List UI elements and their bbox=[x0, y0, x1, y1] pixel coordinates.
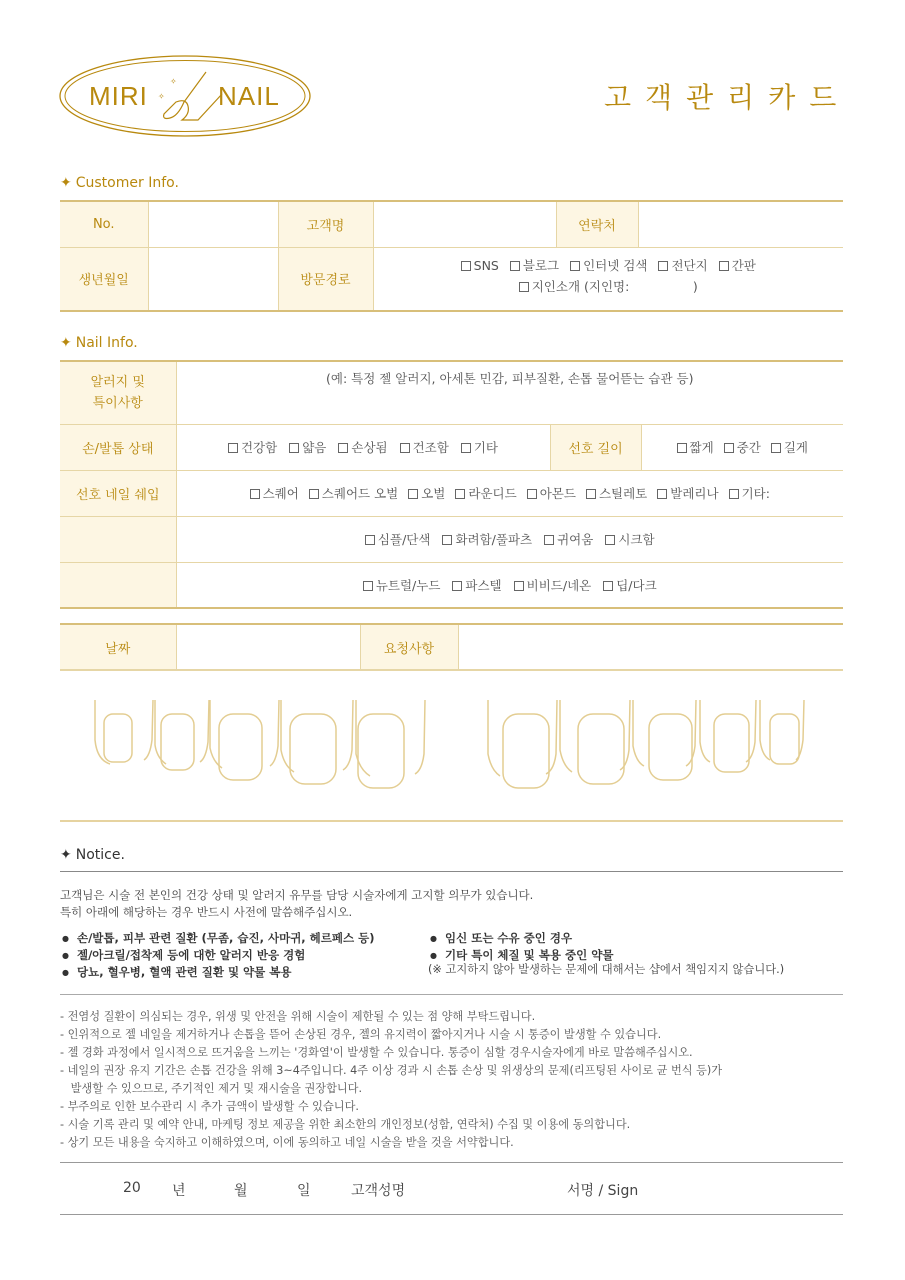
allergy-label: 알러지 및 특이사항 bbox=[60, 361, 176, 424]
allergy-field[interactable] bbox=[176, 361, 843, 424]
checkbox-icon bbox=[658, 261, 668, 271]
request-label: 요청사항 bbox=[360, 624, 458, 670]
style-options bbox=[176, 516, 843, 562]
checkbox-icon bbox=[544, 535, 554, 545]
customer-info-table bbox=[60, 200, 843, 312]
terms-item: 발생할 수 있으므로, 주기적인 제거 및 재시술을 권장합니다. bbox=[60, 1082, 363, 1095]
checkbox-icon bbox=[603, 581, 613, 591]
sign-label[interactable]: 서명 / Sign bbox=[567, 1183, 639, 1199]
contact-label: 연락처 bbox=[556, 201, 638, 247]
shape-option-almond[interactable]: 아몬드 bbox=[527, 484, 576, 502]
checkbox-icon bbox=[365, 535, 375, 545]
checkbox-icon bbox=[338, 443, 348, 453]
condition-option-healthy[interactable]: 건강함 bbox=[228, 438, 277, 456]
checkbox-icon bbox=[408, 489, 418, 499]
visit-option-sns[interactable]: SNS bbox=[461, 258, 499, 273]
checkbox-icon bbox=[452, 581, 462, 591]
condition-option-dry[interactable]: 건조함 bbox=[400, 438, 449, 456]
checkbox-icon bbox=[519, 282, 529, 292]
visit-option-signboard[interactable]: 간판 bbox=[719, 256, 756, 274]
visit-table bbox=[60, 623, 843, 671]
checkbox-icon bbox=[570, 261, 580, 271]
nail-outline-icon[interactable] bbox=[60, 670, 843, 820]
checkbox-icon bbox=[363, 581, 373, 591]
shape-option-ballerina[interactable]: 발레리나 bbox=[657, 484, 718, 502]
length-options bbox=[641, 424, 843, 470]
terms-item: - 부주의로 인한 보수관리 시 추가 금액이 발생할 수 있습니다. bbox=[60, 1100, 359, 1113]
notice-bullets-right bbox=[430, 930, 613, 964]
style-option-simple[interactable]: 심플/단색 bbox=[365, 530, 431, 548]
checkbox-icon bbox=[677, 443, 687, 453]
shape-option-square[interactable]: 스퀘어 bbox=[250, 484, 299, 502]
visit-route-label: 방문경로 bbox=[278, 247, 373, 311]
terms-item: - 전염성 질환이 의심되는 경우, 위생 및 안전을 위해 시술이 제한될 수 있는 점 양해 부탁드립니다. bbox=[60, 1010, 536, 1023]
length-option-medium[interactable]: 중간 bbox=[724, 438, 761, 456]
checkbox-icon bbox=[442, 535, 452, 545]
allergy-hint: (예: 특정 젤 알러지, 아세톤 민감, 피부질환, 손톱 물어뜯는 습관 등) bbox=[326, 371, 694, 386]
terms-item: - 인위적으로 젤 네일을 제거하거나 손톱을 뜯어 손상된 경우, 젤의 유지력이 짧아지거나 시술 시 통증이 발생할 수 있습니다. bbox=[60, 1028, 662, 1041]
notice-bullet: ● 손/발톱, 피부 관련 질환 (무좀, 습진, 사마귀, 헤르페스 등) bbox=[62, 930, 375, 947]
name-field[interactable] bbox=[373, 201, 556, 247]
style-option-fancy[interactable]: 화려함/풀파츠 bbox=[442, 530, 532, 548]
date-label: 날짜 bbox=[60, 624, 176, 670]
birth-field[interactable] bbox=[148, 247, 278, 311]
checkbox-icon bbox=[250, 489, 260, 499]
no-field[interactable] bbox=[148, 201, 278, 247]
notice-intro: 고객님은 시술 전 본인의 건강 상태 및 알러지 유무를 담당 시술자에게 고지할 의무가 있습니다. 특히 아래에 해당하는 경우 반드시 사전에 말씀해주십시오. bbox=[60, 888, 534, 919]
shape-option-stiletto[interactable]: 스틸레토 bbox=[586, 484, 647, 502]
condition-option-thin[interactable]: 얇음 bbox=[289, 438, 326, 456]
name-label: 고객명 bbox=[278, 201, 373, 247]
birth-label: 생년월일 bbox=[60, 247, 148, 311]
date-field[interactable] bbox=[176, 624, 360, 670]
terms-item: - 상기 모든 내용을 숙지하고 이해하였으며, 이에 동의하고 네일 시술을 받을 것을 서약합니다. bbox=[60, 1136, 514, 1149]
svg-text:✧: ✧ bbox=[170, 77, 177, 86]
checkbox-icon bbox=[719, 261, 729, 271]
visit-option-referral[interactable]: 지인소개 (지인명: ) bbox=[519, 279, 698, 294]
condition-label: 손/발톱 상태 bbox=[60, 424, 176, 470]
checkbox-icon bbox=[461, 261, 471, 271]
checkbox-icon bbox=[514, 581, 524, 591]
shape-option-other[interactable]: 기타: bbox=[729, 484, 770, 502]
notice-bullet: ● 당뇨, 혈우병, 혈액 관련 질환 및 약물 복용 bbox=[62, 964, 375, 981]
notice-title: Notice. bbox=[75, 847, 125, 863]
length-label: 선호 길이 bbox=[550, 424, 641, 470]
checkbox-icon bbox=[605, 535, 615, 545]
terms-item: - 시술 기록 관리 및 예약 안내, 마케팅 정보 제공을 위한 최소한의 개인정보(성함, 연락처) 수집 및 이용에 동의합니다. bbox=[60, 1118, 631, 1131]
checkbox-icon bbox=[657, 489, 667, 499]
shape-label: 선호 네일 쉐입 bbox=[60, 470, 176, 516]
visit-option-flyer[interactable]: 전단지 bbox=[658, 256, 707, 274]
nail-info-table bbox=[60, 360, 843, 609]
sparkle-icon: ✦ bbox=[60, 847, 72, 863]
length-option-long[interactable]: 길게 bbox=[771, 438, 808, 456]
color-option-neutral[interactable]: 뉴트럴/누드 bbox=[363, 576, 441, 594]
notice-bullet: ● 임신 또는 수유 중인 경우 bbox=[430, 930, 613, 947]
color-option-vivid[interactable]: 비비드/네온 bbox=[514, 576, 592, 594]
nail-info-heading bbox=[60, 335, 138, 351]
visit-option-search[interactable]: 인터넷 검색 bbox=[570, 256, 647, 274]
notice-bullet: ● 젤/아크릴/접착제 등에 대한 알러지 반응 경험 bbox=[62, 947, 375, 964]
style-label-blank bbox=[60, 516, 176, 562]
terms-list bbox=[60, 1008, 722, 1152]
sparkle-icon: ✦ bbox=[60, 175, 72, 191]
checkbox-icon bbox=[771, 443, 781, 453]
style-option-cute[interactable]: 귀여움 bbox=[544, 530, 593, 548]
contact-field[interactable] bbox=[638, 201, 843, 247]
shape-options bbox=[176, 470, 843, 516]
condition-option-damaged[interactable]: 손상됨 bbox=[338, 438, 387, 456]
color-option-pastel[interactable]: 파스텔 bbox=[452, 576, 501, 594]
month-label[interactable]: 월 bbox=[234, 1183, 248, 1199]
year-label[interactable]: 년 bbox=[172, 1183, 186, 1199]
style-option-chic[interactable]: 시크함 bbox=[605, 530, 654, 548]
logo-text-right: NAIL bbox=[218, 81, 280, 111]
color-option-deep[interactable]: 딥/다크 bbox=[603, 576, 656, 594]
shape-option-rounded[interactable]: 라운디드 bbox=[455, 484, 516, 502]
request-field[interactable] bbox=[458, 624, 843, 670]
checkbox-icon bbox=[724, 443, 734, 453]
shape-option-oval[interactable]: 오벌 bbox=[408, 484, 445, 502]
no-label: No. bbox=[60, 201, 148, 247]
sparkle-icon: ✦ bbox=[60, 335, 72, 351]
brand-logo bbox=[58, 54, 312, 138]
logo-text-left: MIRI bbox=[89, 81, 148, 111]
nail-info-title: Nail Info. bbox=[75, 335, 138, 351]
checkbox-icon bbox=[461, 443, 471, 453]
visit-route-options bbox=[373, 247, 843, 311]
checkbox-icon bbox=[228, 443, 238, 453]
checkbox-icon bbox=[729, 489, 739, 499]
customer-info-title: Customer Info. bbox=[75, 175, 179, 191]
shape-option-squoval[interactable]: 스퀘어드 오벌 bbox=[309, 484, 398, 502]
terms-divider bbox=[60, 994, 843, 995]
signature-row bbox=[60, 1162, 843, 1215]
page-title: 고객관리카드 bbox=[604, 81, 851, 114]
year-prefix: 20 bbox=[123, 1180, 141, 1196]
terms-item: - 젤 경화 과정에서 일시적으로 뜨거움을 느끼는 '경화열'이 발생할 수 있습니다. 통증이 심할 경우시술자에게 바로 말씀해주십시오. bbox=[60, 1046, 693, 1059]
nail-diagram bbox=[60, 670, 843, 822]
terms-item: - 네일의 권장 유지 기간은 손톱 건강을 위해 3~4주입니다. 4주 이상 경과 시 손톱 손상 및 위생상의 문제(리프팅된 사이로 균 번식 등)가 bbox=[60, 1064, 723, 1077]
checkbox-icon bbox=[400, 443, 410, 453]
day-label[interactable]: 일 bbox=[297, 1183, 311, 1199]
notice-disclaimer: (※ 고지하지 않아 발생하는 문제에 대해서는 샵에서 책임지지 않습니다.) bbox=[428, 963, 785, 976]
checkbox-icon bbox=[309, 489, 319, 499]
checkbox-icon bbox=[289, 443, 299, 453]
length-option-short[interactable]: 짧게 bbox=[677, 438, 714, 456]
condition-options bbox=[176, 424, 550, 470]
checkbox-icon bbox=[510, 261, 520, 271]
checkbox-icon bbox=[527, 489, 537, 499]
notice-heading bbox=[60, 847, 125, 863]
notice-bullets-left bbox=[62, 930, 375, 981]
customer-info-heading bbox=[60, 175, 179, 191]
color-options bbox=[176, 562, 843, 608]
checkbox-icon bbox=[586, 489, 596, 499]
color-label-blank bbox=[60, 562, 176, 608]
visit-option-blog[interactable]: 블로그 bbox=[510, 256, 559, 274]
notice-bullet: ● 기타 특이 체질 및 복용 중인 약물 bbox=[430, 947, 613, 964]
notice-divider bbox=[60, 871, 843, 872]
svg-text:✧: ✧ bbox=[158, 92, 165, 101]
customer-name-label[interactable]: 고객성명 bbox=[351, 1183, 406, 1199]
checkbox-icon bbox=[455, 489, 465, 499]
condition-option-other[interactable]: 기타 bbox=[461, 438, 498, 456]
